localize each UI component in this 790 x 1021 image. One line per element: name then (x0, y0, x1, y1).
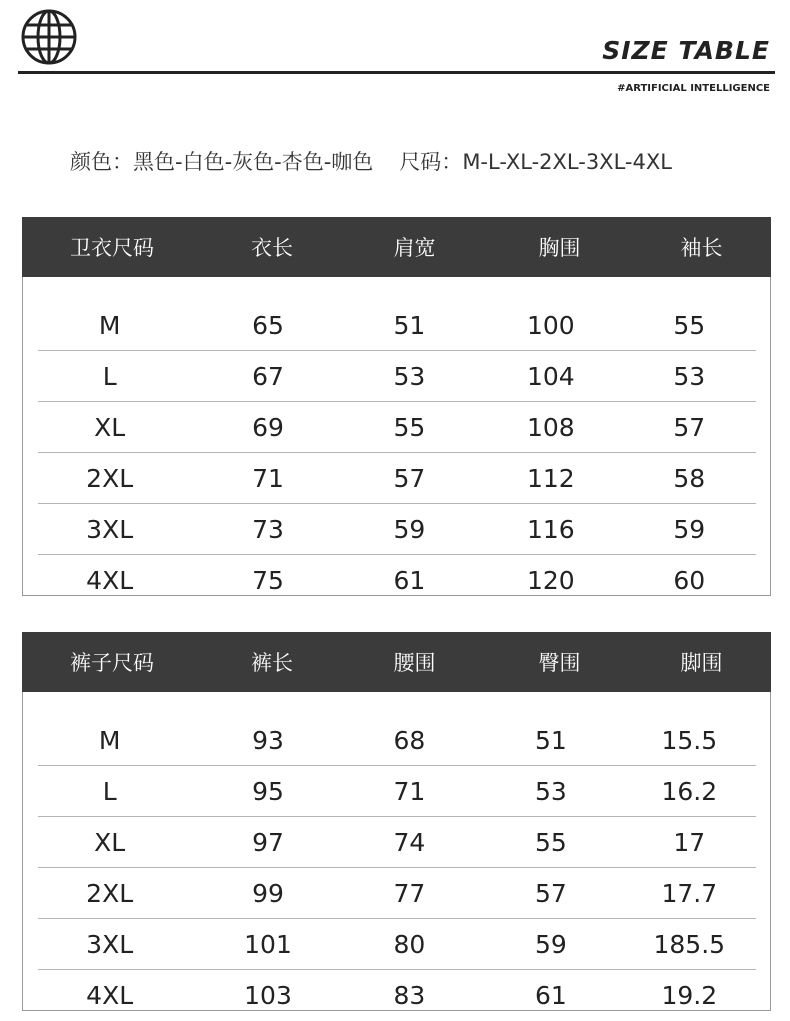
header-cell-leg-opening: 脚围 (680, 651, 723, 675)
table-cell: 60 (673, 566, 706, 595)
sizes-label: 尺码： (399, 150, 463, 174)
table-cell: 112 (527, 463, 575, 493)
table-row (38, 402, 756, 453)
header-cell-chest: 胸围 (538, 236, 581, 260)
sizes-value: M-L-XL-2XL-3XL-4XL (462, 150, 672, 174)
table-body (38, 715, 756, 1021)
table-cell: 55 (534, 827, 567, 857)
size-cell: 4XL (86, 981, 134, 1010)
table-header (22, 217, 771, 277)
table-cell: 95 (252, 776, 284, 806)
table-body (38, 300, 756, 606)
table-row (38, 555, 756, 606)
size-cell: XL (94, 412, 126, 442)
table-cell: 51 (534, 725, 567, 755)
header-cell-length: 裤长 (251, 651, 293, 675)
header-cell-waist: 腰围 (393, 651, 436, 675)
table-cell: 116 (527, 514, 575, 544)
table-cell: 17 (673, 827, 706, 857)
table-cell: 57 (673, 412, 706, 442)
table-cell: 77 (393, 878, 426, 908)
table-row (38, 970, 756, 1021)
table-cell: 103 (244, 981, 292, 1010)
table-cell: 51 (393, 310, 426, 340)
table-cell: 93 (252, 725, 284, 755)
size-cell: 2XL (86, 463, 134, 493)
table-cell: 120 (527, 566, 575, 595)
table-cell: 75 (252, 566, 284, 595)
table-cell: 53 (534, 776, 567, 806)
size-cell: 2XL (86, 878, 134, 908)
table-row (38, 504, 756, 555)
table-cell: 185.5 (653, 929, 726, 959)
table-row (38, 919, 756, 970)
page-title: SIZE TABLE (602, 36, 770, 65)
table-row (38, 868, 756, 919)
header-cell-size: 卫衣尺码 (70, 236, 154, 260)
table-row (38, 351, 756, 402)
table-cell: 57 (393, 463, 426, 493)
header-cell-shoulder: 肩宽 (393, 236, 436, 260)
size-cell: M (98, 310, 121, 340)
table-header (22, 632, 771, 692)
hoodie-size-table (22, 217, 771, 596)
size-cell: M (98, 725, 121, 755)
header-cell-sleeve: 袖长 (680, 236, 723, 260)
table-cell: 69 (252, 412, 284, 442)
table-cell: 53 (673, 361, 706, 391)
table-cell: 17.7 (661, 878, 718, 908)
table-cell: 53 (393, 361, 426, 391)
table-cell: 73 (252, 514, 284, 544)
table-cell: 15.5 (661, 725, 718, 755)
table-cell: 99 (252, 878, 284, 908)
colors-value: 黑色-白色-灰色-杏色-咖色 (133, 150, 374, 174)
table-cell: 19.2 (661, 981, 718, 1010)
size-cell: 4XL (86, 566, 134, 595)
table-cell: 67 (252, 361, 284, 391)
globe-icon (20, 8, 78, 66)
header-cell-length: 衣长 (251, 236, 293, 260)
colors-label: 颜色： (70, 150, 133, 174)
table-cell: 83 (393, 981, 426, 1010)
table-row (38, 300, 756, 351)
table-cell: 104 (527, 361, 575, 391)
header-cell-size: 裤子尺码 (70, 651, 154, 675)
table-cell: 59 (673, 514, 706, 544)
table-cell: 74 (393, 827, 426, 857)
pants-size-table (22, 632, 771, 1011)
table-cell: 68 (393, 725, 426, 755)
table-cell: 71 (252, 463, 284, 493)
table-row (38, 766, 756, 817)
table-cell: 108 (527, 412, 575, 442)
table-cell: 59 (393, 514, 426, 544)
table-cell: 71 (393, 776, 426, 806)
product-info-line (70, 148, 672, 176)
table-row (38, 453, 756, 504)
table-row (38, 817, 756, 868)
size-cell: 3XL (86, 514, 134, 544)
table-cell: 58 (673, 463, 706, 493)
table-cell: 55 (393, 412, 426, 442)
size-cell: L (102, 776, 117, 806)
size-cell: 3XL (86, 929, 134, 959)
header-divider (18, 71, 775, 74)
table-row (38, 715, 756, 766)
table-cell: 61 (393, 566, 426, 595)
table-cell: 55 (673, 310, 706, 340)
size-cell: L (102, 361, 117, 391)
table-cell: 100 (527, 310, 575, 340)
table-cell: 16.2 (661, 776, 718, 806)
table-cell: 97 (252, 827, 284, 857)
table-cell: 61 (534, 981, 567, 1010)
page-subtitle: #ARTIFICIAL INTELLIGENCE (617, 83, 770, 94)
table-cell: 65 (252, 310, 284, 340)
table-cell: 59 (534, 929, 567, 959)
table-cell: 101 (244, 929, 292, 959)
size-cell: XL (94, 827, 126, 857)
table-cell: 80 (393, 929, 426, 959)
header-cell-hip: 臀围 (538, 651, 581, 675)
table-cell: 57 (534, 878, 567, 908)
